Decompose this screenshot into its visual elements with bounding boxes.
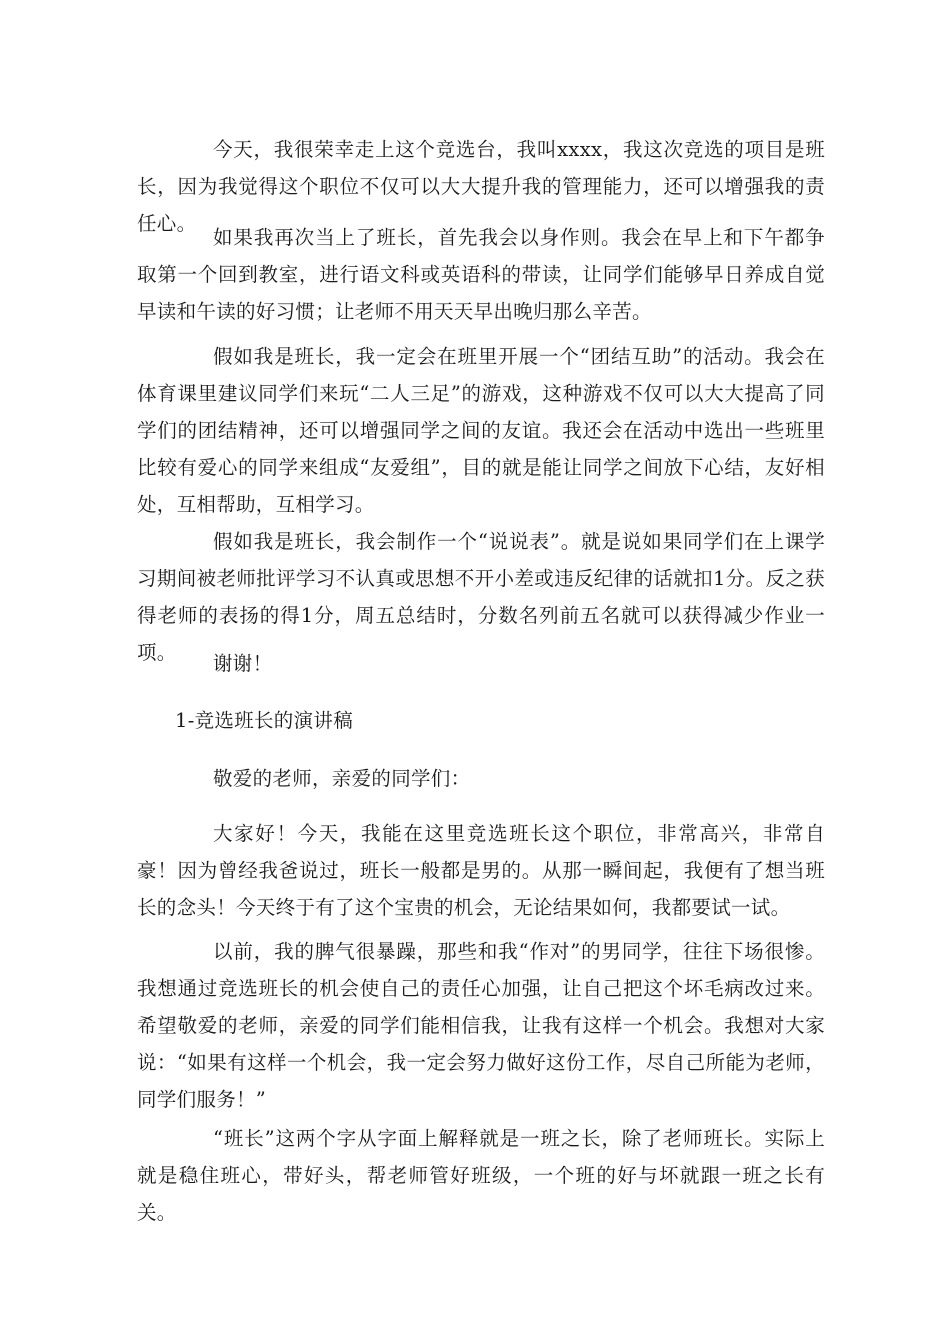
- paragraph-7: “班长”这两个字从字面上解释就是一班之长，除了老师班长。实际上就是稳住班心，带好头，帮老师管好班级，一个班的好与坏就跟一班之长有关。: [137, 1127, 825, 1224]
- salutation: 敬爱的老师，亲爱的同学们：: [213, 767, 471, 790]
- paragraph-2: 如果我再次当上了班长，首先我会以身作则。我会在早上和下午都争取第一个回到教室，进行语文科或英语科的带读，让同学们能够早日养成自觉早读和午读的好习惯；让老师不用天天早出晚归那么辛苦。: [137, 226, 825, 323]
- paragraph-1: 今天，我很荣幸走上这个竞选台，我叫xxxx，我这次竞选的项目是班长，因为我觉得这个职位不仅可以大大提升我的管理能力，还可以增强我的责任心。: [137, 138, 825, 235]
- paragraph-3: 假如我是班长，我一定会在班里开展一个“团结互助”的活动。我会在体育课里建议同学们来玩“二人三足”的游戏，这种游戏不仅可以大大提高了同学们的团结精神，还可以增强同学之间的友谊。我还会在活动中选出一些班里比较有爱心的同学来组成“友爱组”，目的就是能让同学之间放下心结，友好相处，互相帮助，互相学习。: [137, 345, 825, 516]
- paragraph-5: 大家好！今天，我能在这里竞选班长这个职位，非常高兴，非常自豪！因为曾经我爸说过，班长一般都是男的。从那一瞬间起，我便有了想当班长的念头！今天终于有了这个宝贵的机会，无论结果如何，我都要试一试。: [137, 822, 825, 919]
- section-heading: 1-竞选班长的演讲稿: [175, 709, 353, 732]
- paragraph-thanks: 谢谢！: [213, 652, 273, 675]
- paragraph-4: 假如我是班长，我会制作一个“说说表”。就是说如果同学们在上课学习期间被老师批评学习不认真或思想不开小差或违反纪律的话就扣1分。反之获得老师的表扬的得1分，周五总结时，分数名列前五名就可以获得减少作业一项。: [137, 530, 825, 664]
- paragraph-6: 以前，我的脾气很暴躁，那些和我“作对”的男同学，往往下场很惨。我想通过竞选班长的机会使自己的责任心加强，让自己把这个坏毛病改过来。希望敬爱的老师，亲爱的同学们能相信我，让我有这样一个机会。我想对大家说：“如果有这样一个机会，我一定会努力做好这份工作，尽自己所能为老师，同学们服务！”: [137, 940, 825, 1111]
